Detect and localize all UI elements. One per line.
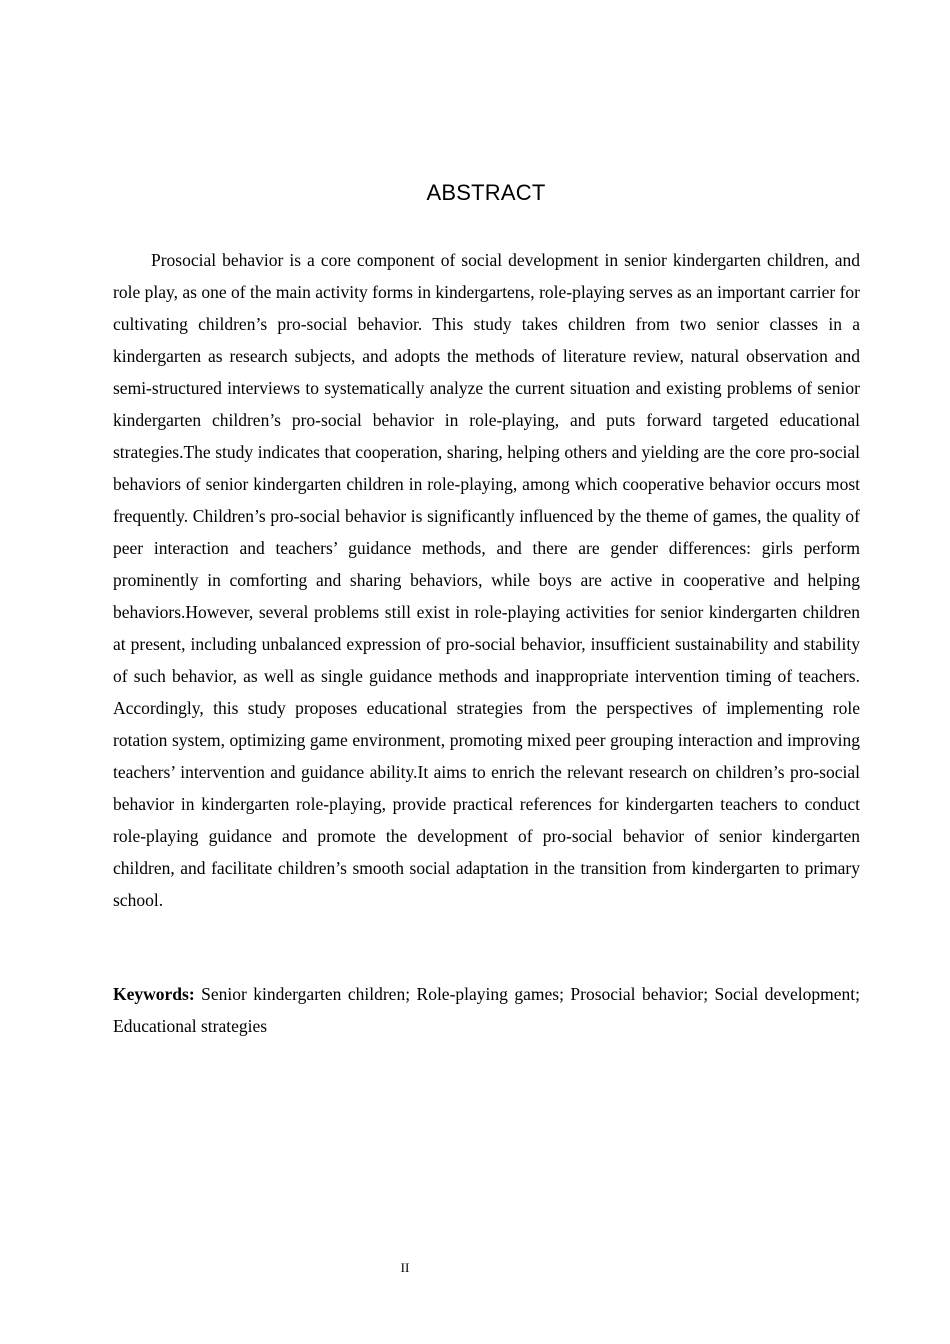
page-title: ABSTRACT [426, 180, 546, 205]
keywords-text: Senior kindergarten children; Role-playing games; Prosocial behavior; Social development; Educational strategies [113, 984, 860, 1036]
abstract-paragraph: Prosocial behavior is a core component of social development in senior kindergarten children, and role play, as one of the main activity forms in kindergartens, role-playing serves as an important carrier for cultivating children’s pro-social behavior. This study takes children from two senior classes in a kindergarten as research subjects, and adopts the methods of literature review, natural observation and semi-structured interviews to systematically analyze the current situation and existing problems of senior kindergarten children’s pro-social behavior in role-playing, and puts forward targeted educational strategies.The study indicates that cooperation, sharing, helping others and yielding are the core pro-social behaviors of senior kindergarten children in role-playing, among which cooperative behavior occurs most frequently. Children’s pro-social behavior is significantly influenced by the theme of games, the quality of peer interaction and teachers’ guidance methods, and there are gender differences: girls perform prominently in comforting and sharing behaviors, while boys are active in cooperative and helping behaviors.However, several problems still exist in role-playing activities for senior kindergarten children at present, including unbalanced expression of pro-social behavior, insufficient sustainability and stability of such behavior, as well as single guidance methods and inappropriate intervention timing of teachers. Accordingly, this study proposes educational strategies from the perspectives of implementing role rotation system, optimizing game environment, promoting mixed peer grouping interaction and improving teachers’ intervention and guidance ability.It aims to enrich the relevant research on children’s pro-social behavior in kindergarten role-playing, provide practical references for kindergarten teachers to conduct role-playing guidance and promote the development of pro-social behavior of senior kindergarten children, and facilitate children’s smooth social adaptation in the transition from kindergarten to primary school. [113, 250, 860, 910]
keywords-paragraph [113, 978, 860, 1042]
page-number: II [400, 1260, 410, 1275]
keywords-label: Keywords: [113, 984, 195, 1004]
